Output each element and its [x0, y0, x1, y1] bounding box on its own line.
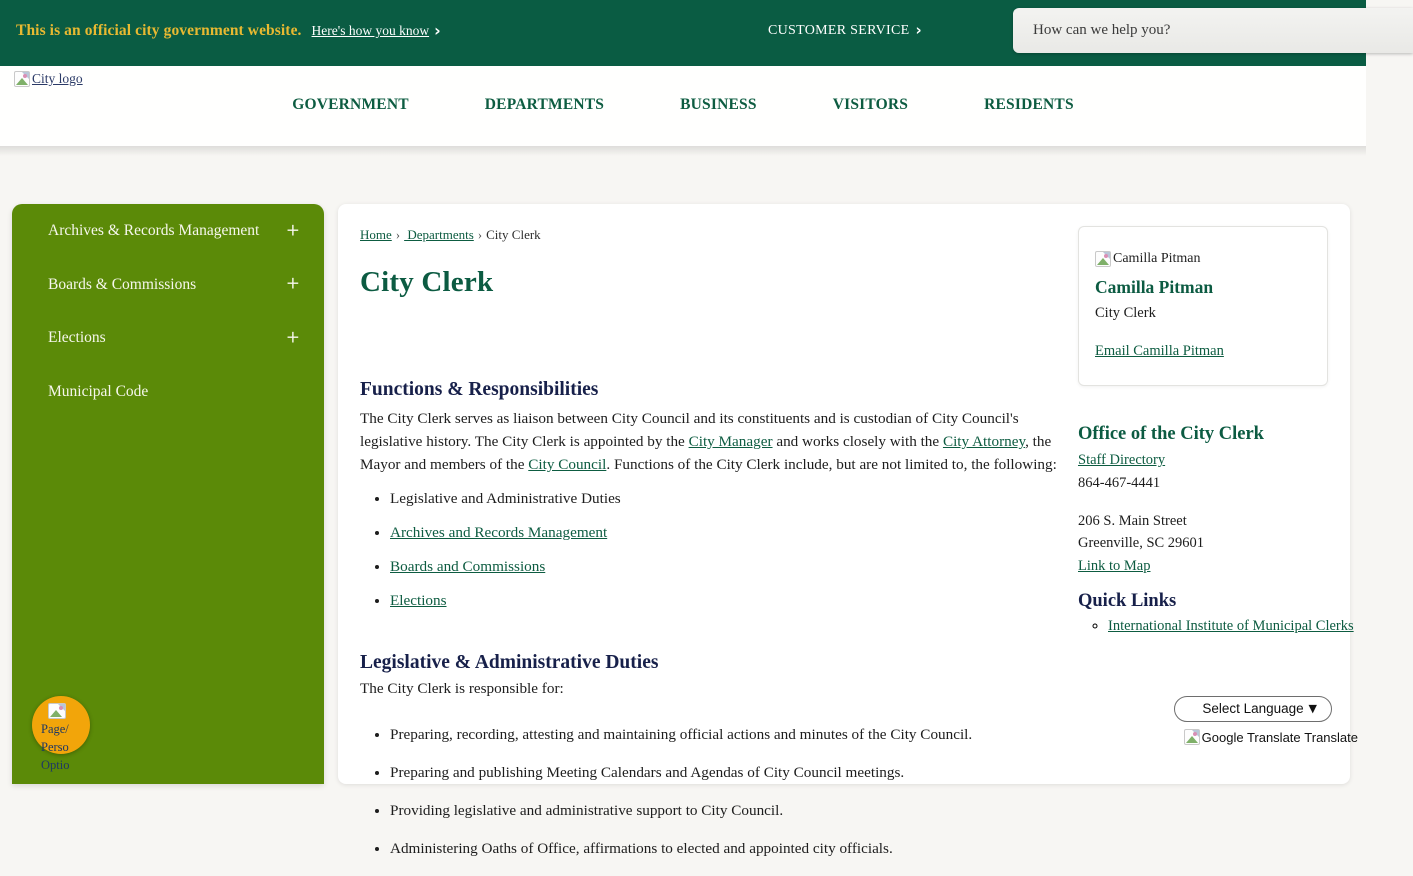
list-item: • Administering Oaths of Office, affirmations to elected and appointed city officials. [390, 838, 1060, 860]
google-translate-label: Translate [1304, 729, 1358, 745]
list-item [1108, 616, 1358, 638]
page-personalization-options-button[interactable] [32, 696, 90, 773]
heading-legislative-administrative-duties: Legislative & Administrative Duties [360, 652, 659, 673]
customer-service-link[interactable] [768, 22, 922, 39]
a11y-line-2: Perso [41, 740, 69, 755]
quick-links-heading: Quick Links [1078, 591, 1177, 611]
list-legislative-duties [360, 724, 1060, 860]
heres-how-you-know-label: Here's how you know [311, 23, 430, 38]
office-phone: 864-467-4441 [1078, 474, 1161, 491]
staff-directory-link[interactable]: Staff Directory [1078, 452, 1166, 468]
list-item: • Preparing and publishing Meeting Calendars and Agendas of City Council meetings. [390, 762, 1060, 784]
sidebar-item-label: Boards & Commissions [48, 275, 197, 293]
link-city-manager[interactable]: City Manager [688, 433, 773, 451]
nav-item-residents[interactable]: RESIDENTS [984, 96, 1074, 113]
link-elections[interactable]: Elections [390, 592, 447, 610]
sidebar-item-boards-commissions[interactable] [12, 258, 324, 312]
list-functions [360, 488, 1060, 612]
breadcrumb-separator: › [395, 227, 401, 242]
plus-icon[interactable]: + [285, 273, 300, 294]
site-header [0, 66, 1366, 146]
plus-icon[interactable]: + [285, 220, 300, 241]
contact-person-card [1078, 226, 1328, 386]
link-boards-commissions[interactable]: Boards and Commissions [390, 558, 546, 576]
list-item: • Preparing, recording, attesting and maintaining official actions and minutes of the City Council. [390, 724, 1060, 746]
breadcrumb-home-link[interactable]: Home [360, 227, 392, 242]
link-archives-records-management[interactable]: Archives and Records Management [390, 524, 608, 542]
para-text-mid1: and works closely with the [772, 433, 943, 451]
sidebar-item-municipal-code[interactable] [12, 365, 324, 419]
link-international-institute-municipal-clerks[interactable]: International Institute of Municipal Clerks [1108, 618, 1354, 634]
main-navigation [0, 96, 1366, 114]
google-translate-attribution [1078, 729, 1358, 745]
page-body [0, 156, 1366, 858]
office-address-line-1: 206 S. Main Street [1078, 512, 1187, 529]
breadcrumb-departments-link[interactable]: Departments [404, 227, 474, 242]
staff-directory-row [1078, 449, 1354, 472]
chevron-right-icon: › [915, 21, 922, 39]
nav-item-government[interactable]: GOVERNMENT [292, 96, 409, 113]
office-address-line-2: Greenville, SC 29601 [1078, 535, 1205, 552]
para-text-pre: The City Clerk serves as liaison between City Council and its constituents and is custodian of City Council's legislative history. The City Clerk is appointed by the [360, 410, 1019, 451]
site-search-container[interactable] [1013, 8, 1413, 53]
search-input[interactable] [1031, 8, 1401, 53]
quick-links-block [1078, 591, 1358, 638]
google-translate-alt-text: Google Translate [1201, 729, 1301, 745]
chevron-right-icon: › [434, 21, 441, 40]
list-item: • Providing legislative and administrative support to City Council. [390, 800, 1060, 822]
spacer [1078, 495, 1354, 510]
city-logo-alt-text: City logo [32, 71, 83, 86]
list-item-label: Legislative and Administrative Duties [390, 490, 621, 508]
google-translate-widget [1078, 696, 1358, 745]
nav-item-visitors[interactable]: VISITORS [832, 96, 909, 113]
heres-how-you-know-link[interactable] [312, 22, 441, 40]
sidebar-item-label: Archives & Records Management [48, 222, 260, 239]
office-heading: Office of the City Clerk [1078, 424, 1264, 444]
sidebar-item-label: Municipal Code [48, 382, 149, 400]
breadcrumb [360, 227, 541, 243]
sidebar-item-archives-records-management[interactable] [12, 204, 324, 258]
broken-image-icon [1095, 251, 1111, 267]
list-item [390, 488, 1060, 510]
page-title: City Clerk [360, 266, 494, 298]
broken-image-icon [14, 71, 30, 87]
sidebar-item-elections[interactable] [12, 311, 324, 365]
plus-icon[interactable]: + [285, 327, 300, 348]
chevron-down-icon: ▼ [1308, 702, 1317, 715]
page-personalization-label [41, 720, 93, 774]
heading-functions-responsibilities: Functions & Responsibilities [360, 379, 599, 400]
list-item [390, 556, 1060, 578]
paragraph-responsible-for: The City Clerk is responsible for: [360, 680, 564, 697]
link-to-map[interactable]: Link to Map [1078, 558, 1151, 574]
sidebar-item-label: Elections [48, 329, 106, 347]
quick-links-list [1078, 616, 1358, 638]
person-photo-placeholder [1095, 251, 1201, 267]
nav-item-departments[interactable]: DEPARTMENTS [484, 96, 605, 113]
nav-item-business[interactable]: BUSINESS [680, 96, 757, 113]
a11y-line-3: Optio [41, 758, 70, 773]
list-item [390, 590, 1060, 612]
office-info-block [1078, 424, 1354, 578]
header-divider [0, 146, 1366, 156]
breadcrumb-current-page: City Clerk [486, 227, 541, 242]
para-text-post: . Functions of the City Clerk include, but are not limited to, the following: [606, 456, 1057, 474]
official-government-banner [0, 0, 1366, 66]
a11y-line-1: Page/ [41, 722, 69, 736]
person-name: Camilla Pitman [1095, 277, 1214, 297]
broken-image-icon [1184, 729, 1200, 745]
paragraph-functions-intro [360, 407, 1060, 476]
map-link-row [1078, 555, 1354, 578]
person-photo-alt-text: Camilla Pitman [1113, 251, 1201, 266]
article-section-functions [360, 379, 1060, 624]
select-language-label: Select Language [1202, 701, 1304, 716]
broken-image-icon [48, 702, 66, 718]
person-job-title: City Clerk [1095, 305, 1156, 321]
breadcrumb-separator: › [477, 227, 483, 242]
city-logo-link[interactable] [14, 71, 83, 87]
select-language-dropdown[interactable] [1174, 696, 1332, 722]
email-person-link[interactable]: Email Camilla Pitman [1095, 343, 1224, 359]
para-text-mid2: , the Mayor and members of the [360, 433, 1052, 474]
article-section-legislative-duties [360, 652, 1060, 876]
official-banner-text-group [16, 22, 441, 40]
customer-service-label: CUSTOMER SERVICE [768, 23, 910, 38]
list-item [390, 522, 1060, 544]
official-website-label: This is an official city government website. [16, 22, 302, 39]
link-city-council[interactable]: City Council [528, 456, 607, 474]
link-city-attorney[interactable]: City Attorney [942, 433, 1026, 451]
